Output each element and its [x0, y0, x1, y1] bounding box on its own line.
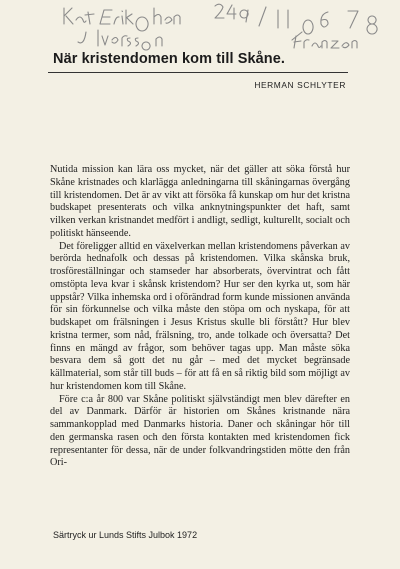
body-text — [50, 164, 350, 470]
title-divider — [48, 72, 348, 73]
paragraph-3: Före c:a år 800 var Skåne politiskt självständigt men blev därefter en del av Danmark. Därför är historien om Skånes kristnande nära sammankopplad med Danmarks historia. Daner och skåningar hör till den germanska rasen och den första kontakten med kristendomen fick representanter för dessa, när de under folkvandringstiden mötte den från Ori- — [50, 393, 350, 469]
author-name: HERMAN SCHLYTER — [254, 80, 346, 90]
document-title: När kristendomen kom till Skåne. — [53, 51, 286, 67]
paragraph-1: Nutida mission kan lära oss mycket, när det gäller att söka förstå hur Skåne kristnades och klarlägga anledningarna till skåningarnas övergång till kristendomen. Det är av vikt att försöka få kunskap om hur det kristna budskapet presenterats och vilka anknytningspunkter det haft, samt vilken verkan kristnandet medfört i andligt, sedligt, kulturellt, socialt och politiskt hänseende. — [50, 164, 350, 239]
paragraph-2: Det föreligger alltid en växelverkan mellan kristendomens påverkan av berörda hednafolk och dessas på kristendomen. Vilka skånska bruk, trosföreställningar och stamseder har absorberats, övervintrat och fått omstöpta leva kvar i skånsk kristendom? Hur ser den kyrka ut, som här uppstår? Vilka inhemska ord i oförändrad form kunde missionen använda för sin förkunnelse och vilka måste den stöpa om och nyskapa, för att budskapet om frälsningen i Jesus Kristus skulle bli förstått? Hur blev kristna termer, som nåd, frälsning, tro, ande tolkade och översatta? Det finns en mängd av frågor, som behöver tagas upp. Man måste söka besvara dem så gott det nu går – med det mycket begränsade källmaterial, som står till buds – för att få en så riktig bild som möjligt av hur kristendomen kom till Skåne. — [50, 240, 350, 392]
source-footer: Särtryck ur Lunds Stifts Julbok 1972 — [53, 530, 198, 540]
handwritten-annotation — [60, 2, 390, 52]
